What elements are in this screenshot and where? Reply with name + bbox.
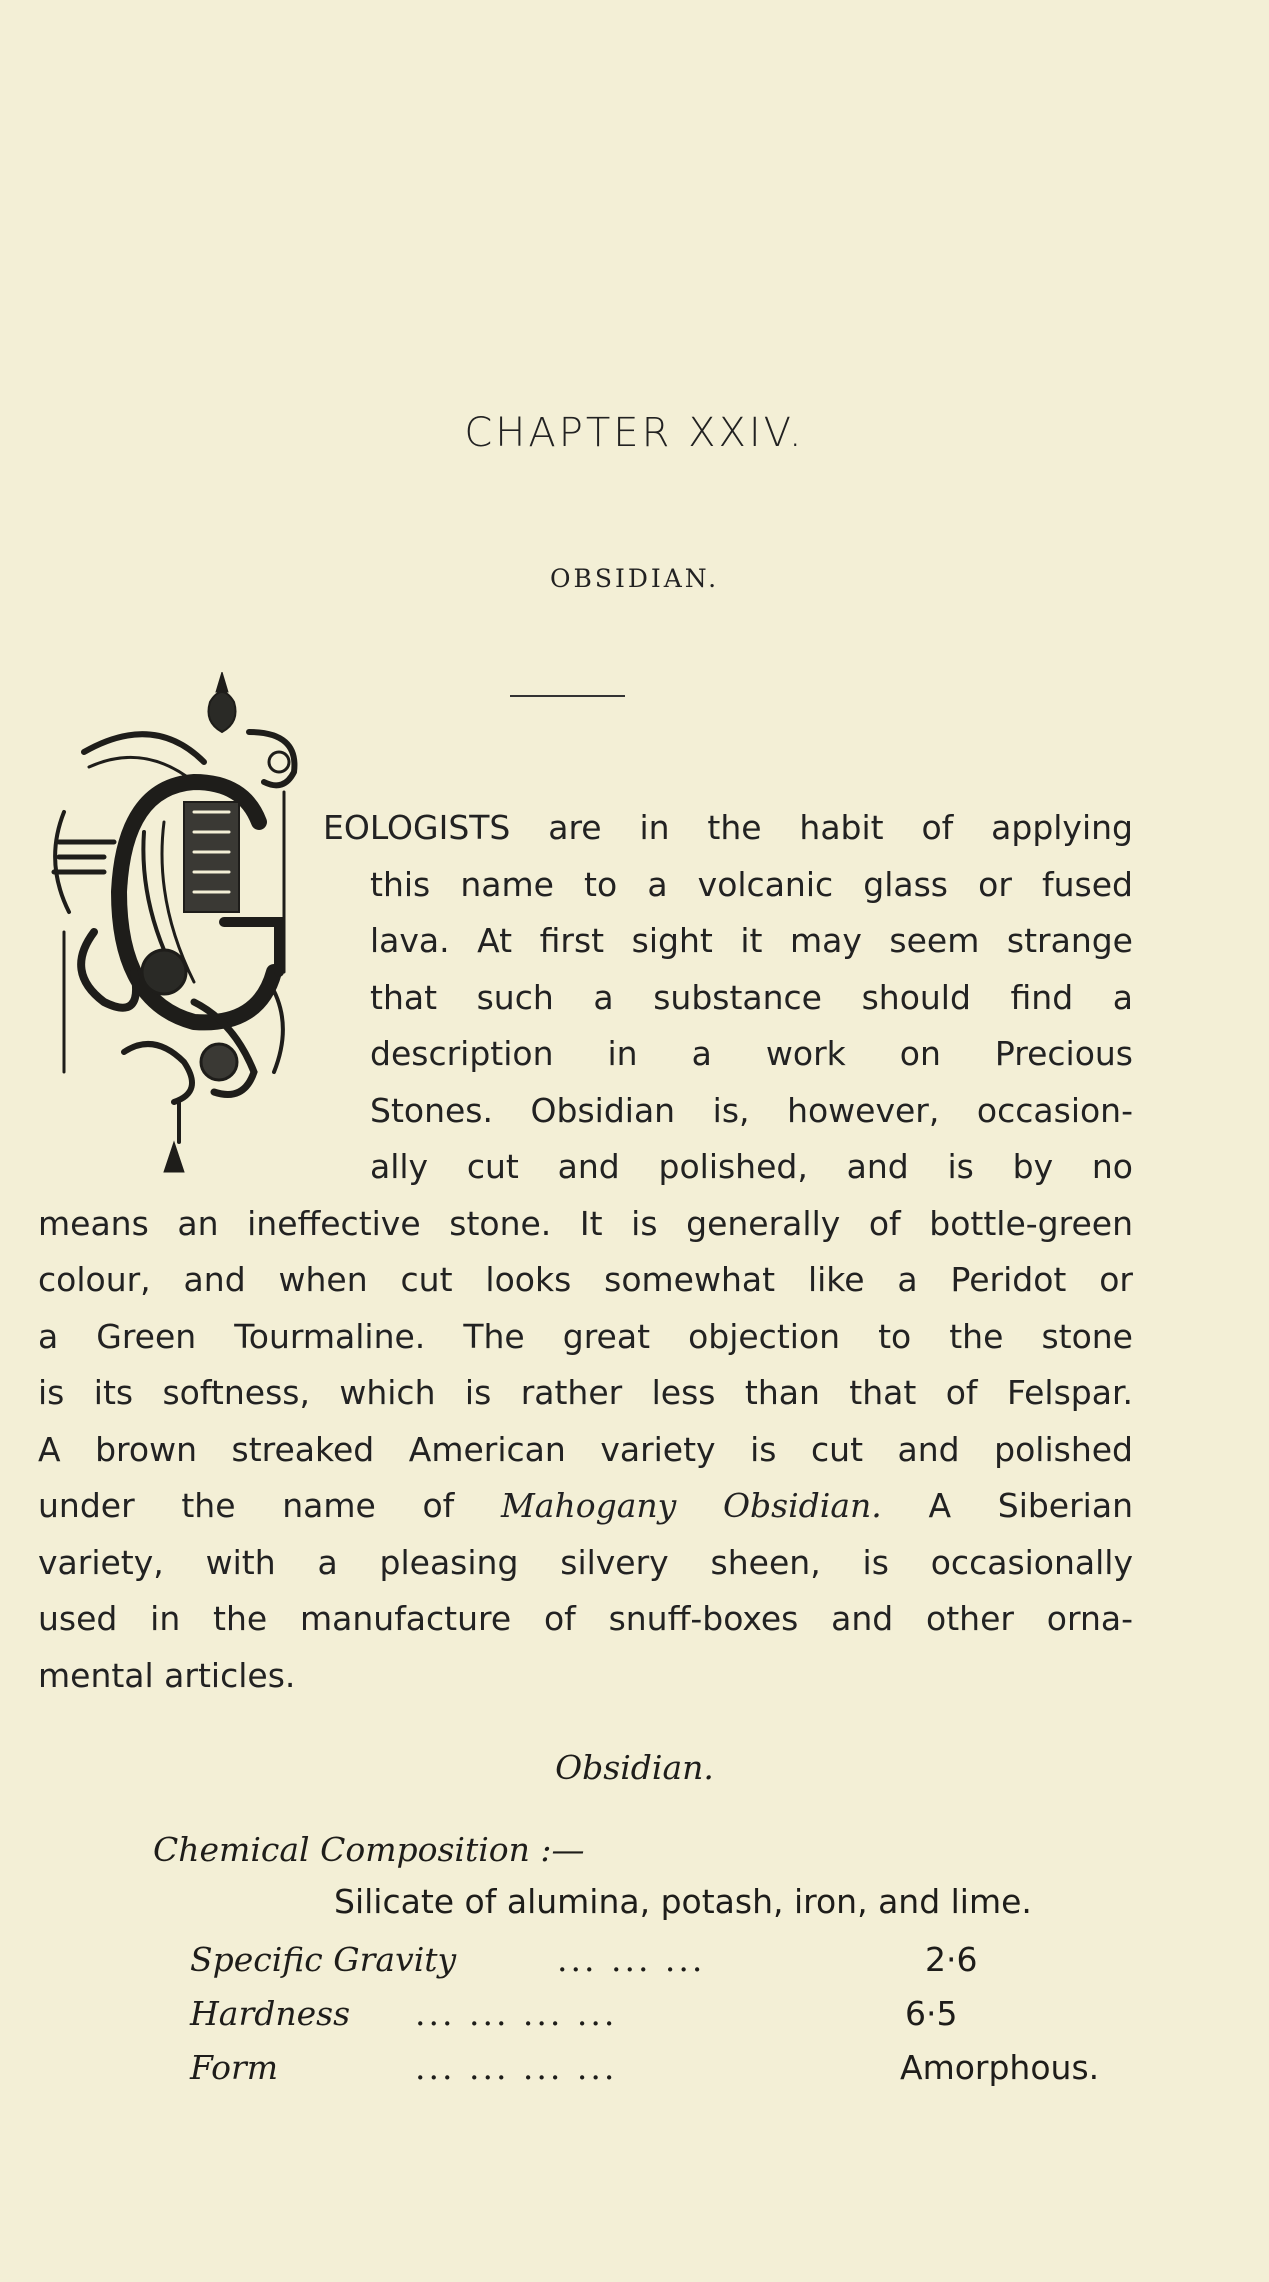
- leader-dots: ... ... ...: [557, 1940, 706, 1979]
- body-line: used in the manufacture of snuff-boxes and other orna-: [38, 1599, 1133, 1638]
- body-line: A brown streaked American variety is cut and polished: [38, 1429, 1133, 1469]
- section-title: OBSIDIAN.: [549, 564, 720, 593]
- table-heading: Obsidian.: [555, 1748, 714, 1787]
- leader-dots: ... ... ... ...: [415, 2048, 618, 2087]
- composition-value: Silicate of alumina, potash, iron, and lime.: [334, 1882, 1032, 1921]
- body-line: Stones. Obsidian is, however, occasion-: [370, 1090, 1133, 1130]
- body-line: a Green Tourmaline. The great objection to the stone: [38, 1316, 1133, 1356]
- property-value: 2·6: [925, 1940, 978, 1979]
- section-rule: [510, 695, 625, 697]
- body-line: is its softness, which is rather less than that of Felspar.: [38, 1373, 1133, 1412]
- property-value: 6·5: [905, 1994, 958, 2033]
- body-line: means an ineffective stone. It is generally of bottle-green: [38, 1203, 1133, 1243]
- body-line: that such a substance should find a: [370, 977, 1133, 1017]
- chapter-title: CHAPTER XXIV.: [464, 410, 805, 456]
- body-line: mental articles.: [38, 1655, 296, 1695]
- leader-dots: ... ... ... ...: [415, 1994, 618, 2033]
- property-name: Hardness: [190, 1994, 351, 2033]
- composition-label: Chemical Composition :—: [153, 1830, 585, 1869]
- property-name: Form: [190, 2048, 279, 2087]
- property-name: Specific Gravity: [190, 1940, 457, 1979]
- property-row-specific-gravity: [190, 1940, 1140, 1990]
- body-line: ally cut and polished, and is by no: [370, 1147, 1133, 1186]
- body-line: description in a work on Precious: [370, 1034, 1133, 1073]
- body-paragraph: [38, 800, 1133, 1704]
- body-line: lava. At first sight it may seem strange: [370, 921, 1133, 960]
- body-line-suffix: A Siberian: [881, 1486, 1133, 1525]
- body-line: variety, with a pleasing silvery sheen, is occasionally: [38, 1542, 1133, 1582]
- body-line: colour, and when cut looks somewhat like a Peridot or: [38, 1260, 1133, 1299]
- body-line: [38, 1478, 1133, 1535]
- property-value: Amorphous.: [900, 2048, 1100, 2087]
- property-row-hardness: [190, 1994, 1140, 2044]
- body-line: EOLOGISTS are in the habit of applying: [323, 808, 1133, 847]
- body-line-prefix: under the name of: [38, 1486, 502, 1525]
- italic-term: Mahogany Obsidian.: [501, 1486, 882, 1525]
- body-line: this name to a volcanic glass or fused: [370, 864, 1133, 904]
- property-row-form: [190, 2048, 1140, 2098]
